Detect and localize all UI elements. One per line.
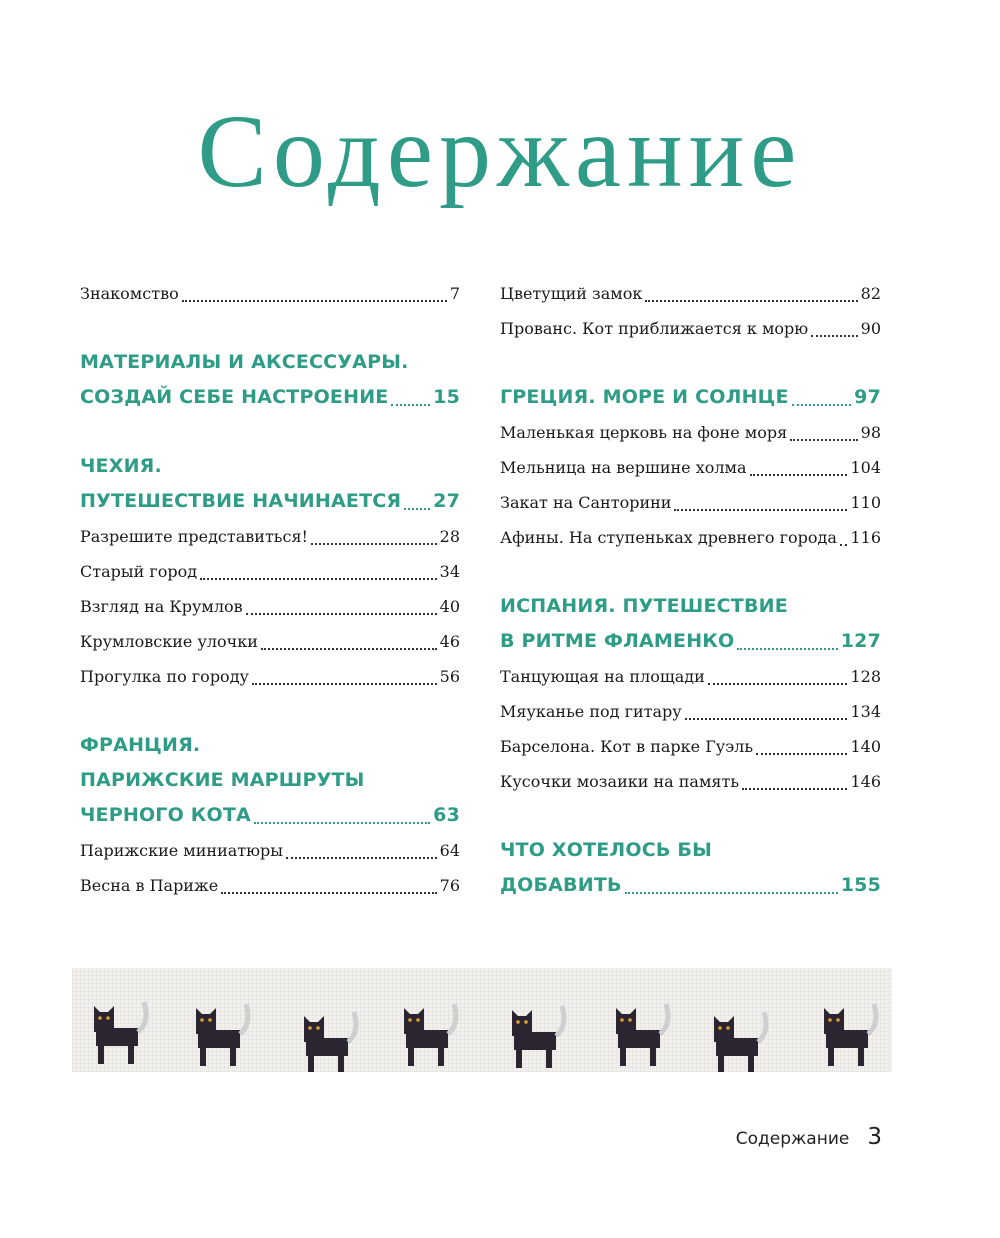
dot-leader <box>750 474 848 476</box>
toc-entry-page: 97 <box>854 386 881 408</box>
toc-entry-page: 56 <box>439 667 460 686</box>
toc-entry-title: ПАРИЖСКИЕ МАРШРУТЫ <box>80 769 365 791</box>
dot-leader <box>182 300 447 302</box>
dot-leader <box>625 892 838 894</box>
toc-entry-title: ИСПАНИЯ. ПУТЕШЕСТВИЕ <box>500 595 788 617</box>
toc-entry-page: 46 <box>439 632 460 651</box>
toc-entry-title: Парижские миниатюры <box>80 841 284 860</box>
toc-entry-page: 76 <box>439 876 460 895</box>
toc-entry-page: 116 <box>850 528 881 547</box>
page-title: Содержание <box>197 94 803 209</box>
dot-leader <box>252 683 437 685</box>
toc-section-heading[interactable] <box>500 624 881 659</box>
dot-leader <box>404 508 430 510</box>
toc-entry[interactable] <box>80 589 460 624</box>
dot-leader <box>391 404 430 406</box>
dot-leader <box>221 892 436 894</box>
toc-entry[interactable] <box>500 450 881 485</box>
cat-icon <box>94 1002 146 1064</box>
section-gap <box>80 694 460 728</box>
cat-icon <box>616 1004 668 1066</box>
dot-leader <box>840 544 848 546</box>
toc-section-heading[interactable] <box>500 589 881 624</box>
dot-leader <box>790 439 857 441</box>
toc-entry[interactable] <box>80 868 460 903</box>
toc-entry[interactable] <box>500 276 881 311</box>
cat-icon <box>714 1012 766 1072</box>
cat-icon <box>824 1004 876 1066</box>
toc-entry-title: Знакомство <box>80 284 179 303</box>
toc-entry-title: ДОБАВИТЬ <box>500 874 622 896</box>
toc-entry-page: 15 <box>433 386 460 408</box>
toc-section-heading[interactable] <box>80 449 460 484</box>
toc-entry-title: Афины. На ступеньках древнего города <box>500 528 837 547</box>
section-gap <box>500 346 881 380</box>
toc-entry-title: Цветущий замок <box>500 284 643 303</box>
dot-leader <box>708 683 848 685</box>
toc-section-heading[interactable] <box>80 380 460 415</box>
toc-entry-page: 90 <box>860 319 881 338</box>
toc-entry-page: 40 <box>439 597 460 616</box>
toc-entry-title: Маленькая церковь на фоне моря <box>500 423 788 442</box>
cross-stitch-cats-border <box>72 968 892 1072</box>
toc-entry-page: 98 <box>860 423 881 442</box>
toc-entry[interactable] <box>500 485 881 520</box>
toc-entry-title: В РИТМЕ ФЛАМЕНКО <box>500 630 735 652</box>
dot-leader <box>200 578 437 580</box>
toc-entry-title: Танцующая на площади <box>500 667 705 686</box>
dot-leader <box>674 509 847 511</box>
toc-section-heading[interactable] <box>80 728 460 763</box>
toc-entry[interactable] <box>80 659 460 694</box>
toc-entry[interactable] <box>80 833 460 868</box>
dot-leader <box>286 857 437 859</box>
toc-entry-title: ГРЕЦИЯ. МОРЕ И СОЛНЦЕ <box>500 386 789 408</box>
toc-entry-page: 140 <box>850 737 881 756</box>
toc-entry[interactable] <box>80 276 460 311</box>
cat-icon <box>196 1004 248 1066</box>
cat-figures <box>72 968 892 1072</box>
toc-entry-title: МАТЕРИАЛЫ И АКСЕССУАРЫ. <box>80 351 409 373</box>
dot-leader <box>254 822 430 824</box>
toc-entry-page: 82 <box>860 284 881 303</box>
toc-entry-title: Мяуканье под гитару <box>500 702 682 721</box>
toc-entry-title: Прованс. Кот приближается к морю <box>500 319 809 338</box>
toc-entry[interactable] <box>500 311 881 346</box>
toc-entry-page: 104 <box>850 458 881 477</box>
toc-entry-title: ЧТО ХОТЕЛОСЬ БЫ <box>500 839 712 861</box>
toc-entry-page: 28 <box>439 527 460 546</box>
toc-section-heading[interactable] <box>80 798 460 833</box>
toc-entry-page: 146 <box>850 772 881 791</box>
toc-section-heading[interactable] <box>500 868 881 903</box>
toc-section-heading[interactable] <box>80 763 460 798</box>
toc-entry[interactable] <box>500 764 881 799</box>
toc-entry-page: 127 <box>840 630 881 652</box>
toc-section-heading[interactable] <box>500 833 881 868</box>
toc-entry[interactable] <box>80 554 460 589</box>
toc-entry-page: 34 <box>439 562 460 581</box>
toc-left-column <box>80 276 460 903</box>
page-number: 3 <box>867 1124 882 1150</box>
toc-entry-title: Закат на Санторини <box>500 493 672 512</box>
toc-entry-title: ЧЕРНОГО КОТА <box>80 804 251 826</box>
toc-entry[interactable] <box>80 519 460 554</box>
toc-entry-title: Разрешите представиться! <box>80 527 308 546</box>
toc-section-heading[interactable] <box>80 345 460 380</box>
dot-leader <box>792 404 851 406</box>
toc-entry-title: Мельница на вершине холма <box>500 458 747 477</box>
cat-icon <box>512 1006 564 1068</box>
toc-entry-title: ФРАНЦИЯ. <box>80 734 201 756</box>
cat-icon <box>304 1012 356 1072</box>
dot-leader <box>742 788 847 790</box>
dot-leader <box>246 613 437 615</box>
dot-leader <box>685 718 848 720</box>
toc-entry-page: 128 <box>850 667 881 686</box>
dot-leader <box>261 648 437 650</box>
toc-section-heading[interactable] <box>80 484 460 519</box>
toc-entry-title: Прогулка по городу <box>80 667 249 686</box>
toc-entry-page: 64 <box>439 841 460 860</box>
cat-icon <box>404 1004 456 1066</box>
toc-entry-page: 134 <box>850 702 881 721</box>
toc-entry-title: Крумловские улочки <box>80 632 258 651</box>
section-gap <box>500 555 881 589</box>
toc-entry-title: СОЗДАЙ СЕБЕ НАСТРОЕНИЕ <box>80 386 389 408</box>
dot-leader <box>311 543 437 545</box>
toc-entry-title: ПУТЕШЕСТВИЕ НАЧИНАЕТСЯ <box>80 490 402 512</box>
toc-entry[interactable] <box>500 520 881 555</box>
dot-leader <box>645 300 857 302</box>
toc-entry[interactable] <box>80 624 460 659</box>
toc-entry-page: 63 <box>433 804 460 826</box>
dot-leader <box>756 753 847 755</box>
footer-label: Содержание <box>735 1129 850 1149</box>
toc-entry-title: Весна в Париже <box>80 876 219 895</box>
section-gap <box>80 311 460 345</box>
toc-entry-title: Кусочки мозаики на память <box>500 772 740 791</box>
toc-entry-title: ЧЕХИЯ. <box>80 455 162 477</box>
toc-entry[interactable] <box>500 415 881 450</box>
toc-entry[interactable] <box>500 694 881 729</box>
toc-right-column <box>500 276 881 903</box>
page-footer <box>736 1124 882 1150</box>
toc-entry-title: Барселона. Кот в парке Гуэль <box>500 737 754 756</box>
toc-entry[interactable] <box>500 659 881 694</box>
toc-section-heading[interactable] <box>500 380 881 415</box>
dot-leader <box>737 648 837 650</box>
toc-entry-page: 110 <box>850 493 881 512</box>
toc-entry-page: 7 <box>449 284 460 303</box>
toc-entry-title: Взгляд на Крумлов <box>80 597 243 616</box>
section-gap <box>80 415 460 449</box>
toc-entry[interactable] <box>500 729 881 764</box>
section-gap <box>500 799 881 833</box>
dot-leader <box>811 335 857 337</box>
toc-entry-page: 27 <box>433 490 460 512</box>
toc-entry-title: Старый город <box>80 562 198 581</box>
toc-entry-page: 155 <box>840 874 881 896</box>
